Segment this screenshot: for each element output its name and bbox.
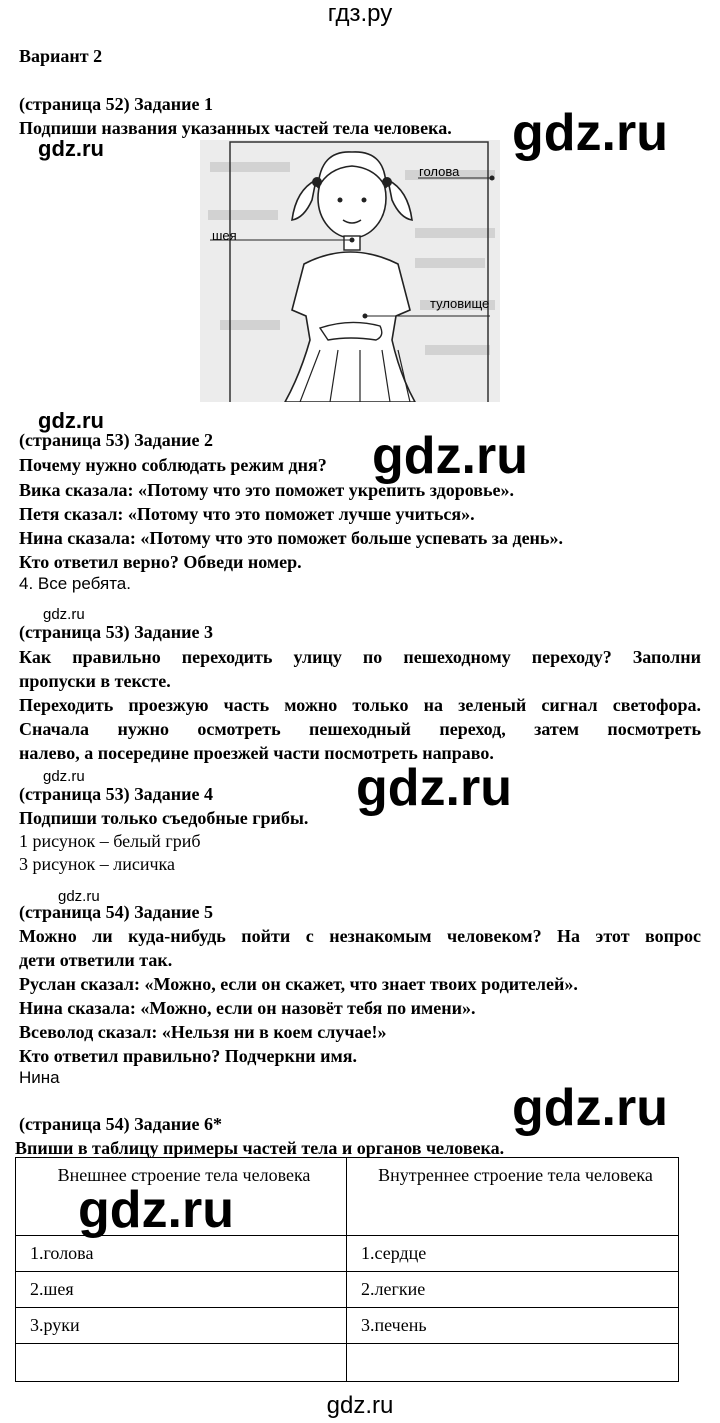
task5-answer: Нина	[19, 1068, 60, 1087]
task5-line: Можно ли куда-нибудь пойти с незнакомым человеком? На этот вопрос	[19, 926, 701, 946]
task2-line: Вика сказала: «Потому что это поможет укрепить здоровье».	[19, 480, 514, 500]
header-watermark: гдз.ру	[327, 0, 393, 27]
watermark-small: gdz.ru	[38, 408, 104, 433]
task6-heading: (страница 54) Задание 6*	[19, 1114, 223, 1134]
task4-prompt: Подпиши только съедобные грибы.	[19, 808, 309, 828]
label-torso: туловище	[430, 296, 490, 311]
table-row	[16, 1308, 679, 1344]
watermark-tiny: gdz.ru	[58, 888, 100, 905]
task5-line: Руслан сказал: «Можно, если он скажет, что знает твоих родителей».	[19, 974, 578, 994]
task2-heading: (страница 53) Задание 2	[19, 430, 214, 450]
task2-answer: 4. Все ребята.	[19, 574, 131, 593]
table-cell: 3.руки	[16, 1308, 347, 1344]
watermark-large: gdz.ru	[356, 759, 512, 817]
watermark-large: gdz.ru	[512, 1079, 668, 1137]
watermark-tiny: gdz.ru	[43, 768, 85, 785]
task3-line: Переходить проезжую часть можно только на зеленый сигнал светофора.	[19, 695, 701, 715]
watermark-large: gdz.ru	[78, 1181, 234, 1239]
table-cell: 2.шея	[16, 1272, 347, 1308]
task4-answer: 1 рисунок – белый гриб	[19, 831, 201, 851]
task2-line: Петя сказал: «Потому что это поможет лучше учиться».	[19, 504, 475, 524]
table-cell	[347, 1344, 679, 1382]
task4-heading: (страница 53) Задание 4	[19, 784, 214, 804]
task3-line: Как правильно переходить улицу по пешеходному переходу? Заполни	[19, 647, 701, 667]
label-head: голова	[419, 164, 460, 179]
footer-watermark: gdz.ru	[326, 1392, 394, 1419]
task3-heading: (страница 53) Задание 3	[19, 622, 214, 642]
table-cell: 1.сердце	[347, 1236, 679, 1272]
task5-heading: (страница 54) Задание 5	[19, 902, 214, 922]
task2-line: Кто ответил верно? Обведи номер.	[19, 552, 302, 572]
table-cell: 2.легкие	[347, 1272, 679, 1308]
task1-heading: (страница 52) Задание 1	[19, 94, 214, 114]
task4-answer: 3 рисунок – лисичка	[19, 854, 176, 874]
watermark-tiny: gdz.ru	[43, 606, 85, 623]
column-header: Внутреннее строение тела человека	[347, 1158, 679, 1236]
task3-line: Сначала нужно осмотреть пешеходный переход, затем посмотреть	[19, 719, 701, 739]
table-row	[16, 1272, 679, 1308]
watermark-large: gdz.ru	[372, 427, 528, 485]
task5-line: дети ответили так.	[19, 950, 173, 970]
variant-title: Вариант 2	[19, 46, 103, 66]
task2-line: Нина сказала: «Потому что это поможет больше успевать за день».	[19, 528, 563, 548]
table-row	[16, 1236, 679, 1272]
task2-line: Почему нужно соблюдать режим дня?	[19, 455, 327, 475]
task1-prompt: Подпиши названия указанных частей тела человека.	[19, 118, 452, 138]
girl-illustration	[200, 140, 500, 402]
task5-line: Всеволод сказал: «Нельзя ни в коем случае!»	[19, 1022, 387, 1042]
table-cell: 3.печень	[347, 1308, 679, 1344]
watermark-large: gdz.ru	[512, 104, 668, 162]
task6-prompt: Впиши в таблицу примеры частей тела и органов человека.	[15, 1138, 505, 1158]
task3-line: налево, а посередине проезжей части посмотреть направо.	[19, 743, 494, 763]
table-row	[16, 1344, 679, 1382]
column-header: Внешнее строение тела человека	[16, 1158, 347, 1236]
task3-line: пропуски в тексте.	[19, 671, 171, 691]
task5-line: Кто ответил правильно? Подчеркни имя.	[19, 1046, 358, 1066]
task5-line: Нина сказала: «Можно, если он назовёт тебя по имени».	[19, 998, 476, 1018]
table-cell	[16, 1344, 347, 1382]
label-neck: шея	[212, 228, 237, 243]
watermark-small: gdz.ru	[38, 136, 104, 161]
table-cell: 1.голова	[16, 1236, 347, 1272]
